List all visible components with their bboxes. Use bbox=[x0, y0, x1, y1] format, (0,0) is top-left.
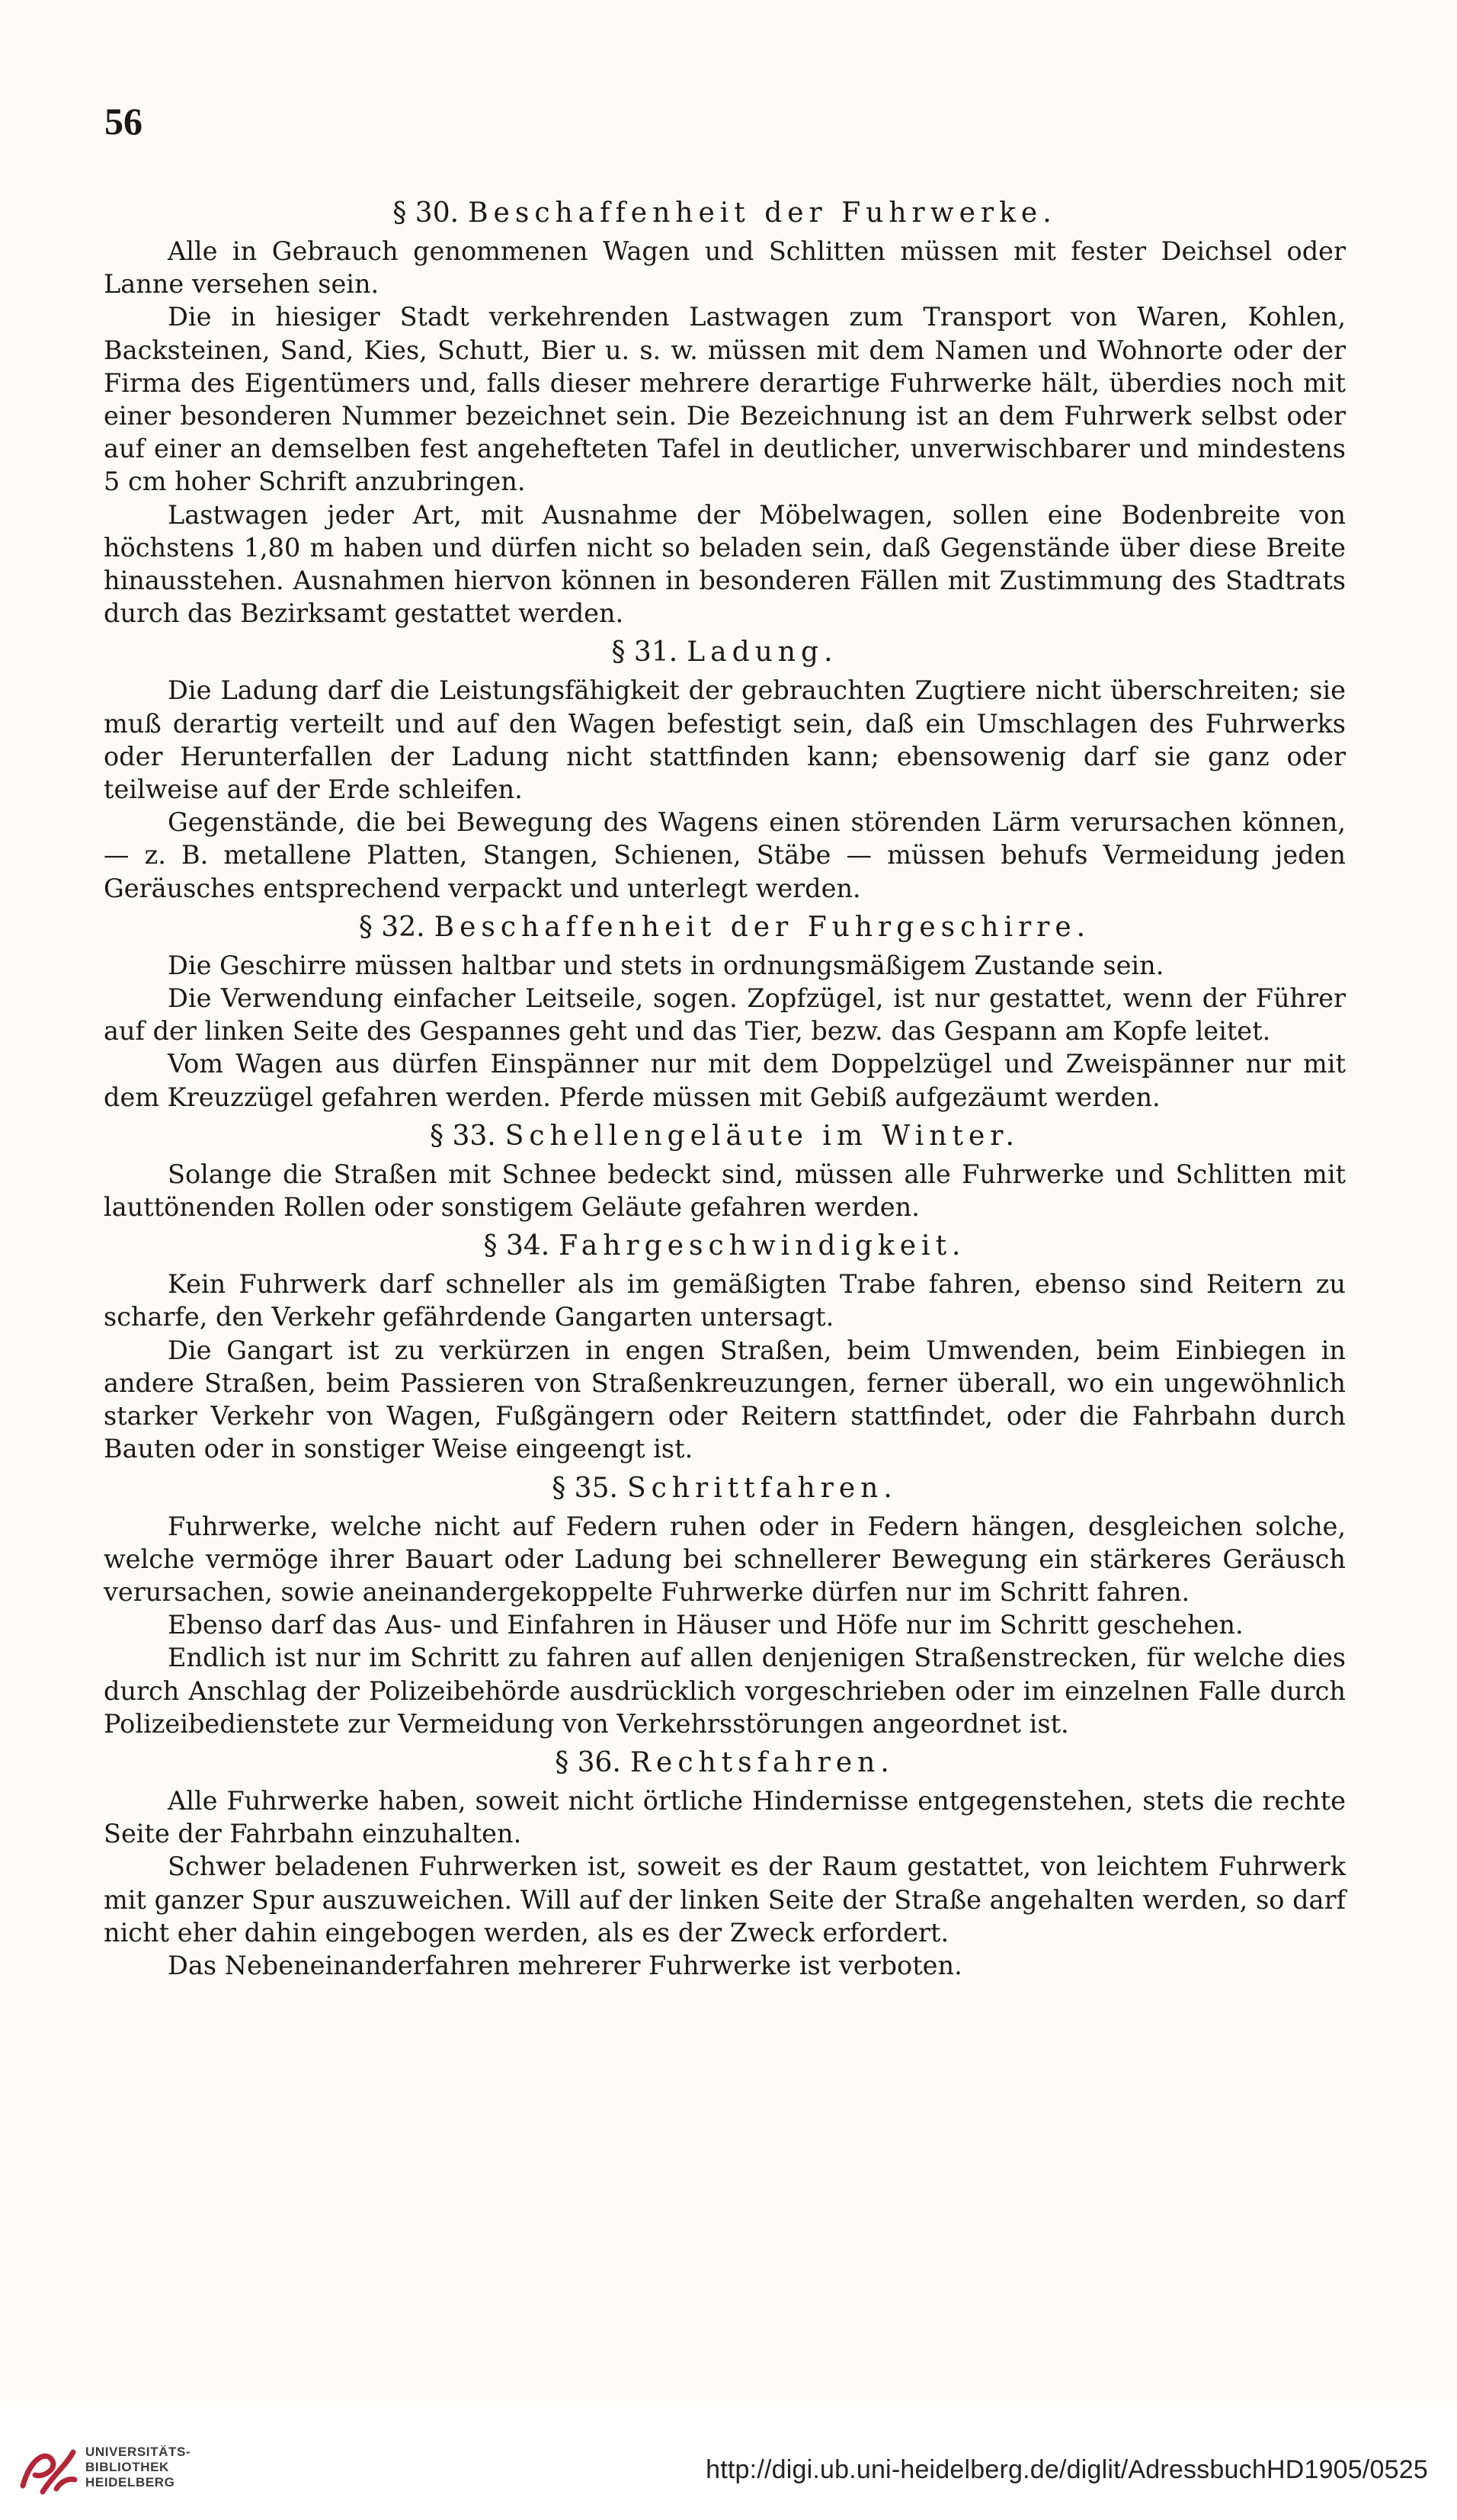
section-number: § 36. bbox=[555, 1746, 621, 1778]
section-heading bbox=[104, 1230, 1346, 1263]
library-name-line: UNIVERSITÄTS- bbox=[85, 2445, 191, 2459]
paragraph: Die Verwendung einfacher Leitseile, sogen. Zopfzügel, ist nur gestattet, wenn der Führer auf der linken Seite des Gespannes geht und das Tier, bezw. das Gespann am Kopfe leitet. bbox=[104, 983, 1346, 1047]
section-title: Ladung. bbox=[687, 636, 838, 668]
paragraph: Fuhrwerke, welche nicht auf Federn ruhen oder in Federn hängen, desgleichen solche, welche vermöge ihrer Bauart oder Ladung bei schnellerer Bewegung ein stärkeres Geräusch verursachen, sowie aneinandergekoppelte Fuhrwerke dürfen nur im Schritt fahren. bbox=[104, 1511, 1346, 1607]
regulation-text bbox=[104, 191, 1346, 1982]
paragraph: Die Ladung darf die Leistungsfähigkeit der gebrauchten Zugtiere nicht überschreiten; sie muß derartig verteilt und auf den Wagen befestigt sein, daß ein Umschlagen des Fuhrwerks oder Herunterfallen der Ladung nicht stattfinden kann; ebensowenig darf sie ganz oder teilweise auf der Erde schleifen. bbox=[104, 675, 1346, 805]
paragraph: Das Nebeneinanderfahren mehrerer Fuhrwerke ist verboten. bbox=[168, 1950, 962, 1980]
paragraph: Endlich ist nur im Schritt zu fahren auf allen denjenigen Straßenstrecken, für welche dies durch Anschlag der Polizeibehörde ausdrücklich vorgeschrieben oder im einzelnen Falle durch Polizeibedienstete zur Vermeidung von Verkehrsstörungen angeordnet ist. bbox=[104, 1643, 1346, 1739]
section-36 bbox=[104, 1746, 1346, 1982]
section-34 bbox=[104, 1230, 1346, 1465]
section-32 bbox=[104, 911, 1346, 1114]
section-30 bbox=[104, 197, 1346, 630]
section-33 bbox=[104, 1120, 1346, 1223]
paragraph: Vom Wagen aus dürfen Einspänner nur mit dem Doppelzügel und Zweispänner nur mit dem Kreuzzügel gefahren werden. Pferde müssen mit Gebiß aufgezäumt werden. bbox=[104, 1049, 1346, 1112]
section-number: § 30. bbox=[392, 197, 460, 229]
page-number: 56 bbox=[104, 100, 142, 143]
paragraph: Die Gangart ist zu verkürzen in engen Straßen, beim Umwenden, beim Einbiegen in andere Straßen, beim Passieren von Straßenkreuzungen, ferner überall, wo ein ungewöhnlich starker Verkehr von Wagen, Fußgängern oder Reitern stattfindet, oder die Fahrbahn durch Bauten oder in sonstiger Weise eingeengt ist. bbox=[104, 1335, 1346, 1464]
section-heading bbox=[104, 1120, 1346, 1153]
section-heading bbox=[104, 1746, 1346, 1780]
paragraph: Kein Fuhrwerk darf schneller als im gemäßigten Trabe fahren, ebenso sind Reitern zu scharfe, den Verkehr gefährdende Gangarten untersagt. bbox=[104, 1269, 1346, 1332]
paragraph: Die in hiesiger Stadt verkehrenden Lastwagen zum Transport von Waren, Kohlen, Backsteinen, Sand, Kies, Schutt, Bier u. s. w. müssen mit dem Namen und Wohnorte oder der Firma des Eigentümers und, falls dieser mehrere derartige Fuhrwerke hält, überdies noch mit einer besonderen Nummer bezeichnet sein. Die Bezeichnung ist an dem Fuhrwerk selbst oder auf einer an demselben fest angehefteten Tafel in deutlicher, unverwischbarer und mindestens 5 cm hoher Schrift anzubringen. bbox=[104, 302, 1346, 497]
library-name-line: BIBLIOTHEK bbox=[85, 2460, 169, 2474]
university-library-logo-icon bbox=[12, 2435, 82, 2506]
section-heading bbox=[104, 197, 1346, 230]
paragraph: Solange die Straßen mit Schnee bedeckt sind, müssen alle Fuhrwerke und Schlitten mit lauttönenden Rollen oder sonstigem Geläute gefahren werden. bbox=[104, 1159, 1346, 1223]
paragraph: Gegenstände, die bei Bewegung des Wagens einen störenden Lärm verursachen können, — z. B. metallene Platten, Stangen, Schienen, Stäbe — müssen behufs Vermeidung jeden Geräusches entsprechend verpackt und unterlegt werden. bbox=[104, 807, 1346, 903]
section-title: Fahrgeschwindigkeit. bbox=[559, 1230, 966, 1262]
paragraph: Lastwagen jeder Art, mit Ausnahme der Möbelwagen, sollen eine Bodenbreite von höchstens 1,80 m haben und dürfen nicht so beladen sein, daß Gegenstände über diese Breite hinausstehen. Ausnahmen hiervon können in besonderen Fällen mit Zustimmung des Stadtrats durch das Bezirksamt gestattet werden. bbox=[104, 499, 1346, 629]
source-url-link[interactable]: http://digi.ub.uni-heidelberg.de/diglit/AdressbuchHD1905/0525 bbox=[706, 2455, 1428, 2484]
paragraph: Schwer beladenen Fuhrwerken ist, soweit es der Raum gestattet, von leichtem Fuhrwerk mit ganzer Spur auszuweichen. Will auf der linken Seite der Straße angehalten werden, so darf nicht eher dahin eingebogen werden, als es der Zweck erfordert. bbox=[104, 1852, 1346, 1948]
section-heading bbox=[104, 911, 1346, 944]
section-number: § 33. bbox=[430, 1120, 496, 1152]
section-title: Schrittfahren. bbox=[626, 1472, 898, 1504]
paragraph: Alle Fuhrwerke haben, soweit nicht örtliche Hindernisse entgegenstehen, stets die rechte Seite der Fahrbahn einzuhalten. bbox=[104, 1785, 1346, 1849]
section-title: Beschaffenheit der Fuhrgeschirre. bbox=[434, 911, 1091, 943]
paragraph: Alle in Gebrauch genommenen Wagen und Schlitten müssen mit fester Deichsel oder Lanne versehen sein. bbox=[104, 236, 1346, 300]
section-number: § 35. bbox=[552, 1472, 618, 1504]
section-heading bbox=[104, 1472, 1346, 1505]
section-title: Beschaffenheit der Fuhrwerke. bbox=[468, 197, 1057, 229]
digitization-footer bbox=[0, 2405, 1457, 2520]
section-31 bbox=[104, 636, 1346, 904]
section-title: Rechtsfahren. bbox=[629, 1746, 895, 1778]
section-number: § 32. bbox=[358, 911, 425, 943]
library-name-line: HEIDELBERG bbox=[85, 2475, 175, 2490]
section-35 bbox=[104, 1472, 1346, 1740]
section-heading bbox=[104, 636, 1346, 669]
section-title: Schellengeläute im Winter. bbox=[504, 1120, 1020, 1152]
paragraph: Die Geschirre müssen haltbar und stets in ordnungsmäßigem Zustande sein. bbox=[168, 950, 1164, 980]
library-name bbox=[85, 2445, 191, 2490]
section-number: § 31. bbox=[611, 636, 678, 668]
section-number: § 34. bbox=[483, 1230, 550, 1262]
paragraph: Ebenso darf das Aus- und Einfahren in Häuser und Höfe nur im Schritt geschehen. bbox=[168, 1610, 1244, 1640]
